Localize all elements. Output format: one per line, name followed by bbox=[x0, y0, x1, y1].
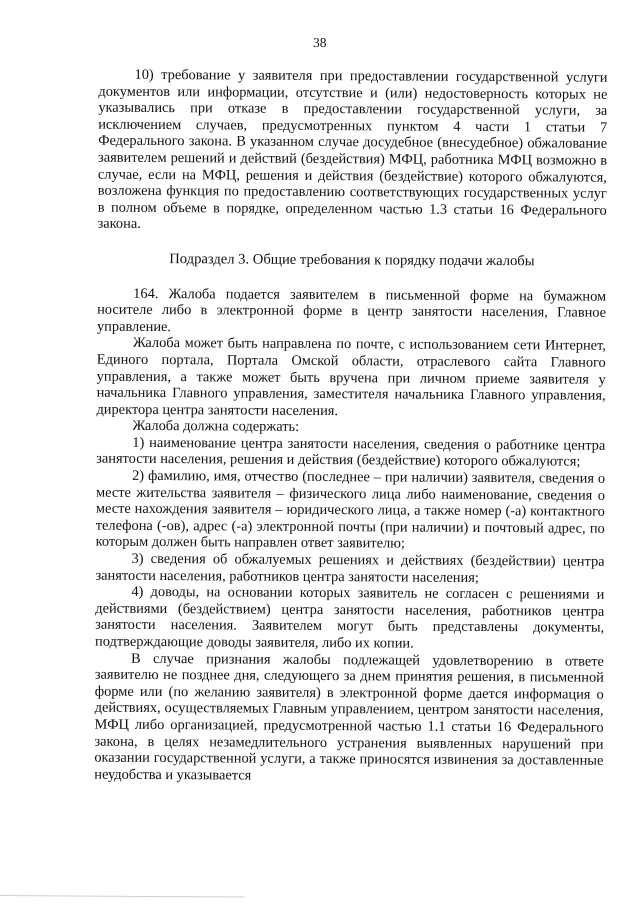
page-bottom-edge bbox=[0, 895, 245, 898]
paragraph-item-10: 10) требование у заявителя при предоставлении государственной услуги документов или информации, отсутствие и (или) недостоверность которых не указывались при отказе в предоставлении государственной услуги, за исключением случаев, предусмотренных пунктом 4 части 1 статьи 7 Федерального закона. В указанном случае досудебное (внесудебное) обжалование заявителем решений и действий (бездействия) МФЦ, работника МФЦ возможно в случае, если на МФЦ, решения и действия (бездействие) которого обжалуются, возложена функция по предоставлению соответствующих государственных услуг в полном объеме в порядке, определенном частью 1.3 статьи 16 Федерального закона. bbox=[97, 66, 608, 233]
paragraph-164: 164. Жалоба подается заявителем в письменной форме на бумажном носителе либо в электронной форме в центр занятости населения, Главное управление. bbox=[96, 285, 607, 335]
page-number: 38 bbox=[312, 34, 327, 51]
list-item-3: 3) сведения об обжалуемых решениях и действиях (бездействии) центра занятости населения, работников центра занятости населения; bbox=[95, 550, 605, 586]
paragraph-complaint-contents: Жалоба должна содержать: bbox=[132, 418, 300, 436]
paragraph-complaint-satisfied: В случае признания жалобы подлежащей удовлетворению в ответе заявителю не позднее дня, следующего за днем принятия решения, в письменной форме или (по желанию заявителя) в электронной форме дается информация о действиях, осуществляемых Главным управлением, центром занятости населения, МФЦ либо организацией, предусмотренной частью 1.1 статьи 16 Федерального закона, в целях незамедлительного устранения выявленных нарушений при оказании государственной услуги, а также приносятся извинения за доставленные неудобства и указывается bbox=[94, 650, 605, 784]
document-body bbox=[94, 67, 607, 786]
list-item-2: 2) фамилию, имя, отчество (последнее – при наличии) заявителя, сведения о месте жительства заявителя – физического лица либо наименование, сведения о месте нахождения заявителя – юридического лица, а также номер (-а) контактного телефона (-ов), адрес (-а) электронной почты (при наличии) и почтовый адрес, по которым должен быть направлен ответ заявителю; bbox=[95, 467, 606, 552]
subsection-heading: Подраздел 3. Общие требования к порядку подачи жалобы bbox=[169, 251, 535, 270]
list-item-4: 4) доводы, на основании которых заявитель не согласен с решениями и действиями (бездействием) центра занятости населения, работников центра занятости населения. Заявителем могут быть представлены документы, подтверждающие доводы заявителя, либо их копии. bbox=[95, 584, 605, 652]
list-item-1: 1) наименование центра занятости населения, сведения о работнике центра занятости населения, решения и действия (бездействие) которого обжалуются; bbox=[96, 434, 606, 471]
paragraph-complaint-submission: Жалоба может быть направлена по почте, с использованием сети Интернет, Единого портала, Портала Омской области, отраслевого сайта Главного управления, а также может быть вручена при личном приеме заявителя у начальника Главного управления, заместителя начальника Главного управления, директора центра занятости населения. bbox=[96, 335, 606, 419]
